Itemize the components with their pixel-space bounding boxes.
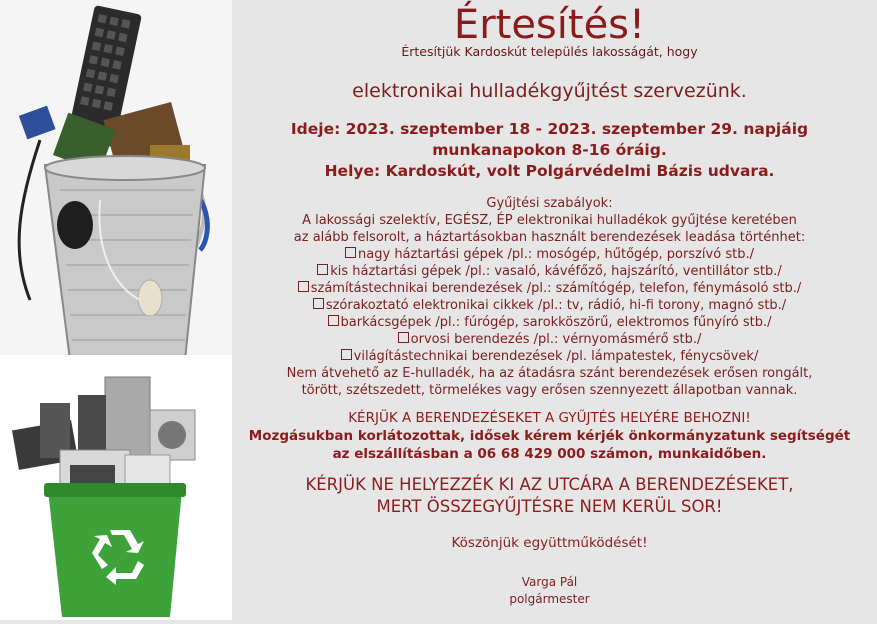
rule-item: [222, 349, 877, 364]
checkbox-icon: [313, 298, 324, 309]
help-line-1: Mozgásukban korlátozottak, idősek kérem kérjék önkormányzatunk segítségét: [248, 428, 851, 444]
checkbox-icon: [317, 264, 328, 275]
recycling-bin-appliances-icon: [0, 355, 232, 620]
rule-item-text: barkácsgépek /pl.: fúrógép, sarokköszörű, elektromos fűnyíró stb./: [340, 315, 772, 330]
checkbox-icon: [341, 349, 352, 360]
date-line-1: Ideje: 2023. szeptember 18 - 2023. szeptember 29. napjáig: [290, 120, 809, 138]
street-warning-1: KÉRJÜK NE HELYEZZÉK KI AZ UTCÁRA A BERENDEZÉSEKET,: [305, 475, 794, 494]
rules-text-1: A lakossági szelektív, EGÉSZ, ÉP elektronikai hulladékok gyűjtése keretében: [302, 213, 797, 228]
rule-item-text: orvosi berendezés /pl.: vérnyomásmérő stb./: [410, 332, 702, 347]
warning-line-2: törött, szétszedett, törmelékes vagy erősen szennyezett állapotban vannak.: [301, 383, 798, 398]
signature-role: polgármester: [509, 592, 590, 606]
headline: elektronikai hulladékgyűjtést szervezünk.: [352, 80, 747, 102]
rules-text-2: az alább felsorolt, a háztartásokban használt berendezések leadása történhet:: [293, 230, 806, 245]
warning-line-1: Nem átvehető az E-hulladék, ha az átadásra szánt berendezések erősen rongált,: [286, 366, 813, 381]
rule-item-text: kis háztartási gépek /pl.: vasaló, kávéfőző, hajszárító, ventillátor stb./: [330, 264, 782, 279]
rule-item-text: nagy háztartási gépek /pl.: mosógép, hűtőgép, porszívó stb./: [358, 247, 754, 262]
page-title: Értesítés!: [453, 2, 646, 48]
rule-item-text: szórakoztató elektronikai cikkek /pl.: tv, rádió, hi-fi torony, magnó stb./: [325, 298, 787, 313]
rule-item-text: világítástechnikai berendezések /pl. lámpatestek, fénycsövek/: [353, 349, 759, 364]
checkbox-icon: [298, 281, 309, 292]
illustration-panel: [0, 0, 232, 620]
thanks-text: Köszönjük együttműködését!: [451, 535, 648, 551]
rule-item: [222, 332, 877, 347]
rule-item-text: számítástechnikai berendezések /pl.: számítógép, telefon, fénymásoló stb./: [310, 281, 802, 296]
rule-item: [222, 264, 877, 279]
rule-item: [222, 247, 877, 262]
help-line-2: az elszállításban a 06 68 429 000 számon, munkaidőben.: [332, 446, 767, 462]
bring-appeal: KÉRJÜK A BERENDEZÉSEKET A GYŰJTÉS HELYÉRE BEHOZNI!: [348, 410, 751, 426]
notice-body: [222, 0, 877, 620]
date-line-2: munkanapokon 8-16 óráig.: [432, 141, 667, 159]
signature-name: Varga Pál: [521, 575, 578, 589]
checkbox-icon: [328, 315, 339, 326]
street-warning-2: MERT ÖSSZEGYŰJTÉSRE NEM KERÜL SOR!: [376, 497, 723, 516]
rule-item: [222, 281, 877, 296]
ewaste-bin-icon: [0, 0, 232, 370]
checkbox-icon: [398, 332, 409, 343]
checkbox-icon: [345, 247, 356, 258]
intro-text: Értesítjük Kardoskút település lakosságát, hogy: [401, 44, 698, 59]
rules-heading: Gyűjtési szabályok:: [486, 196, 613, 211]
place-line: Helye: Kardoskút, volt Polgárvédelmi Bázis udvara.: [324, 162, 775, 180]
rule-item: [222, 298, 877, 313]
rule-item: [222, 315, 877, 330]
